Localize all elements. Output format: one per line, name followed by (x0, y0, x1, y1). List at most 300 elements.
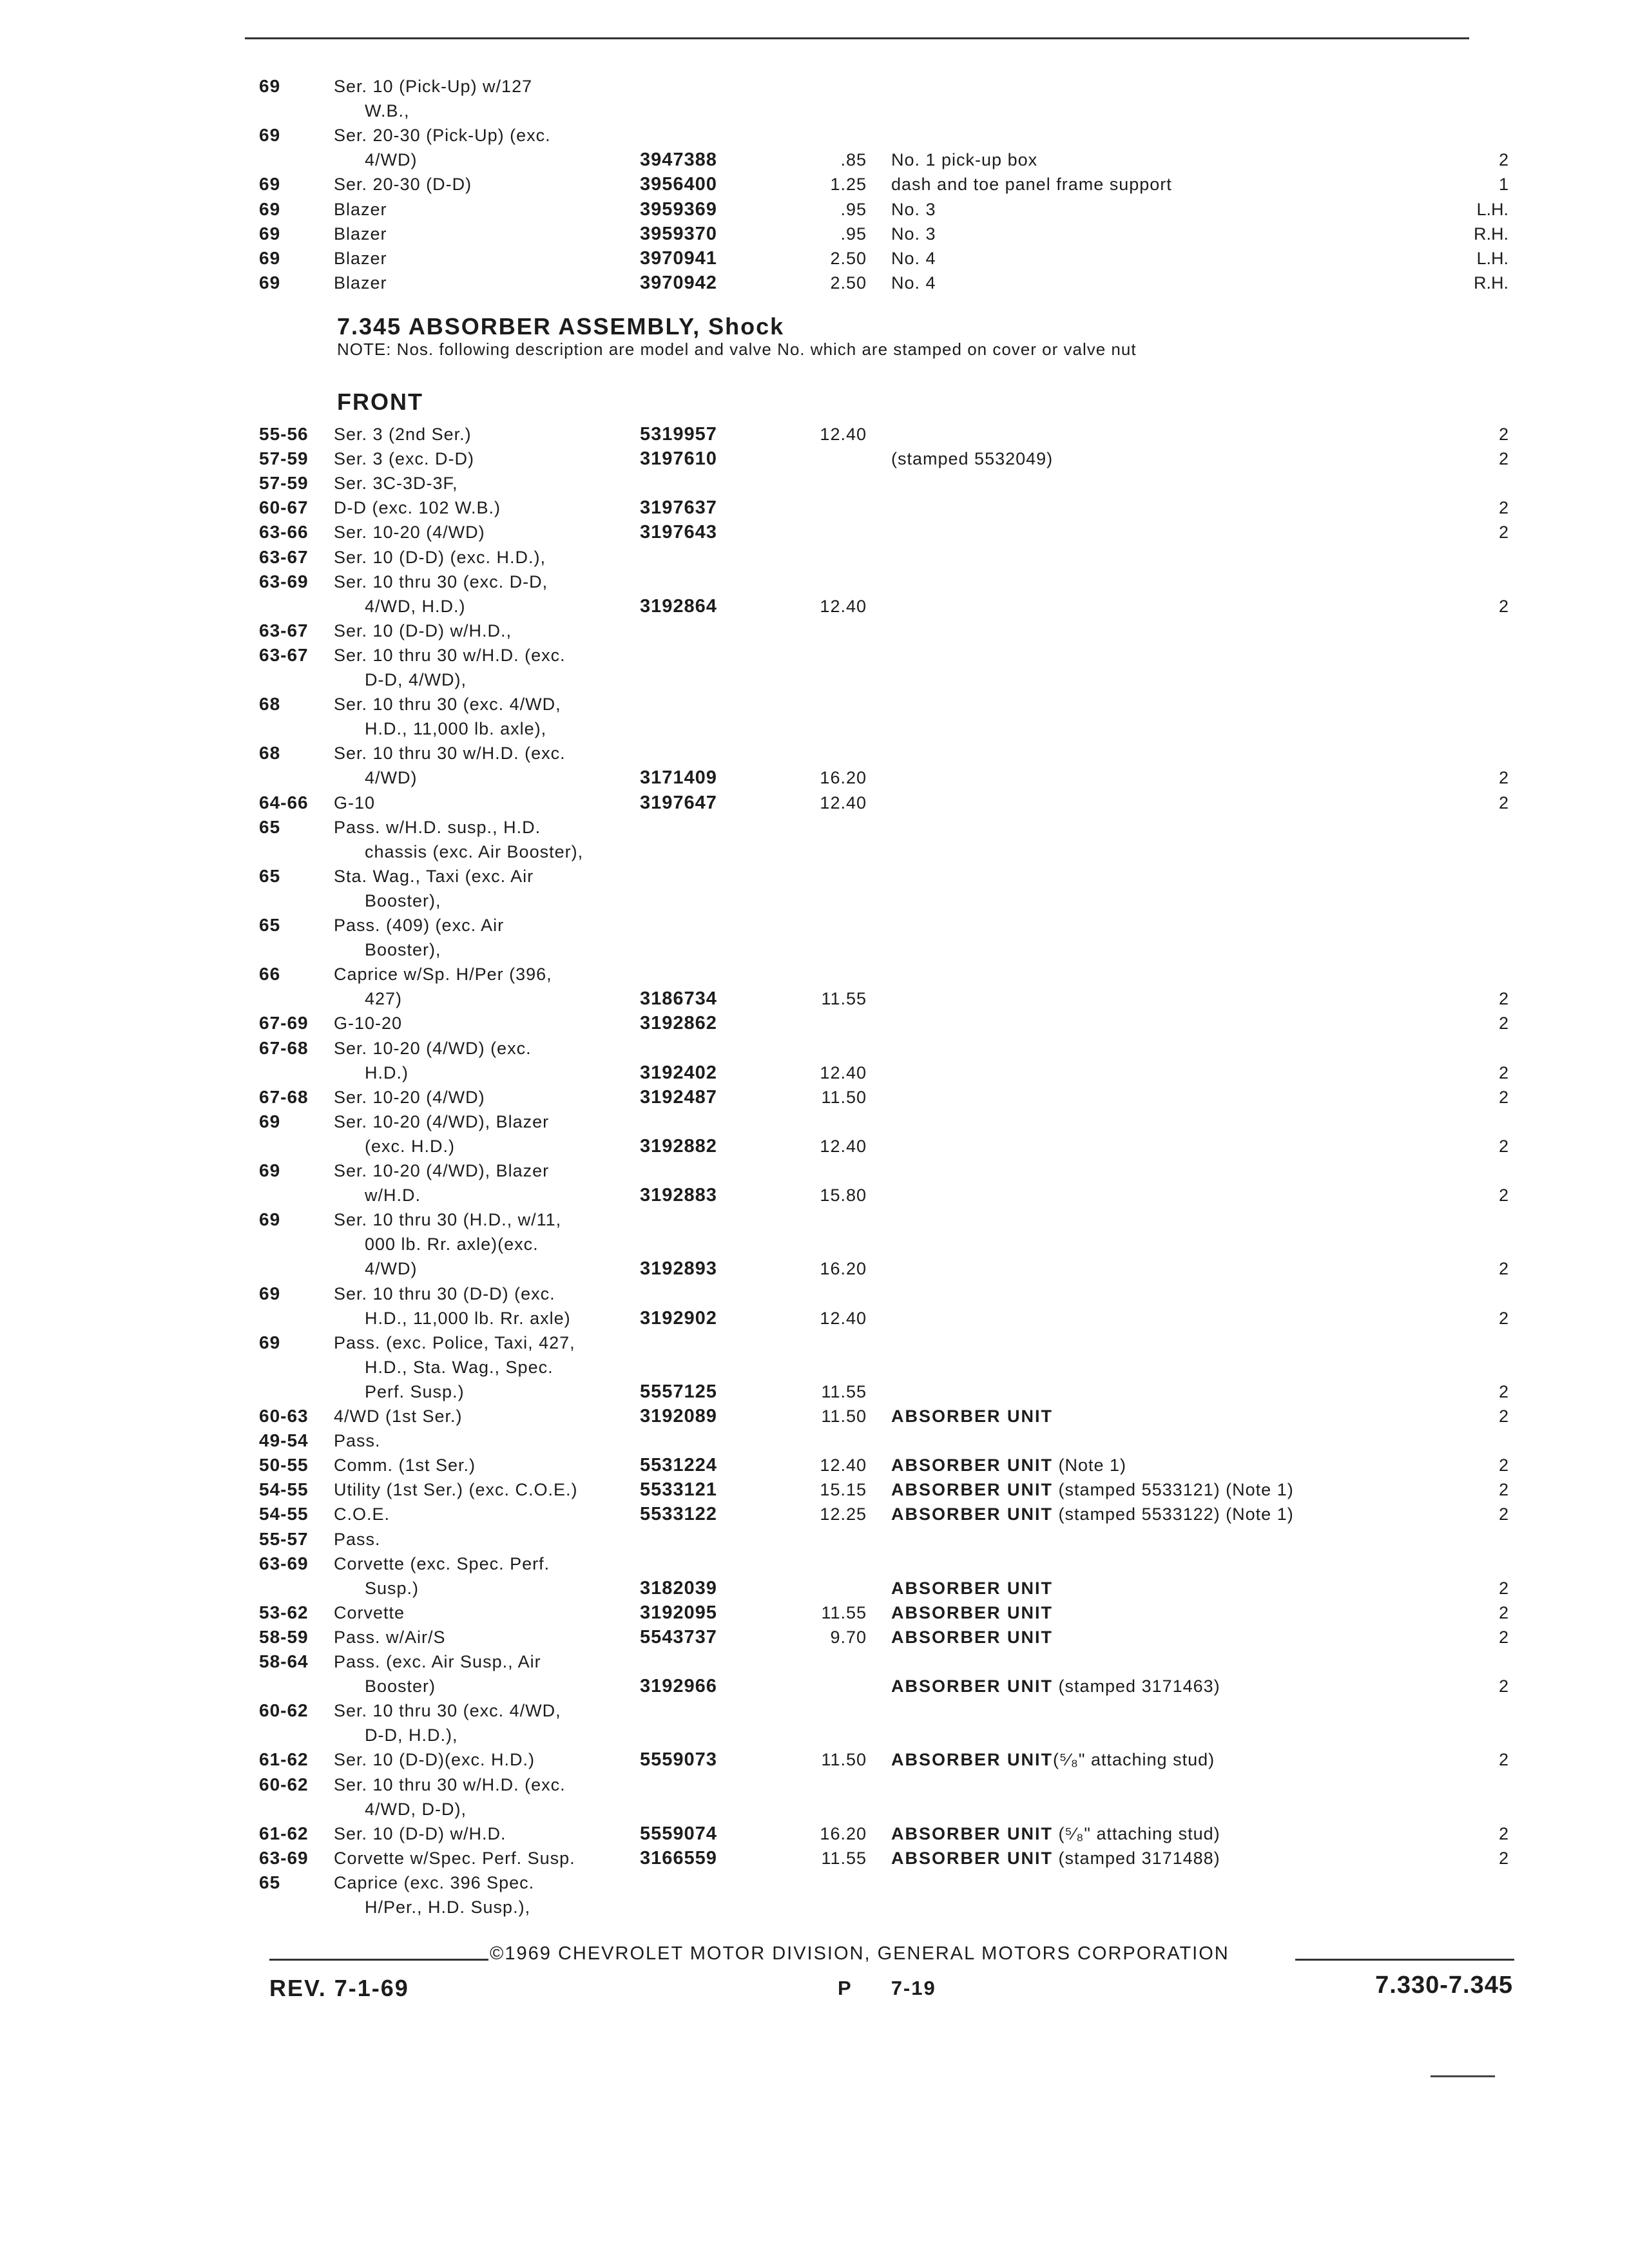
part-number: 3192883 (640, 1185, 717, 1206)
model-year: 69 (259, 272, 281, 293)
application-text: Ser. 10 thru 30 w/H.D. (exc. (334, 744, 566, 764)
application-text: Ser. 10 thru 30 w/H.D. (exc. (334, 645, 566, 665)
list-price: 11.55 (821, 989, 867, 1009)
top-row (0, 74, 1629, 99)
top-row (0, 197, 1629, 222)
absorber-row (0, 1576, 1629, 1600)
list-price: 11.50 (821, 1407, 867, 1426)
part-number: 3192402 (640, 1062, 717, 1083)
part-number: 3197647 (640, 792, 717, 813)
quantity: L.H. (1476, 199, 1509, 219)
part-name-bold: ABSORBER UNIT (891, 1823, 1054, 1843)
absorber-row (0, 1428, 1629, 1453)
application-text: Pass. (334, 1529, 381, 1549)
absorber-row (0, 1649, 1629, 1674)
application-text: Booster) (365, 1677, 436, 1696)
absorber-row (0, 815, 1629, 840)
part-name: No. 4 (891, 248, 936, 268)
part-number: 3192882 (640, 1135, 717, 1157)
absorber-row (0, 520, 1629, 544)
quantity: R.H. (1474, 273, 1509, 293)
absorber-row (0, 594, 1629, 619)
quantity: 2 (1498, 1259, 1509, 1279)
list-price: .85 (840, 150, 867, 170)
part-number: 3197643 (640, 522, 717, 543)
part-name-extra: (Note 1) (1053, 1456, 1127, 1475)
part-name-extra: (stamped 3171463) (1053, 1677, 1220, 1696)
absorber-row (0, 1527, 1629, 1552)
scan-mark (1431, 2075, 1495, 2077)
part-name-bold: ABSORBER UNIT (891, 1602, 1054, 1622)
application-text: Booster), (365, 940, 441, 960)
absorber-row (0, 1404, 1629, 1428)
model-year: 69 (259, 198, 281, 219)
absorber-row (0, 1674, 1629, 1698)
quantity: 2 (1498, 1627, 1509, 1647)
list-price: 15.15 (820, 1480, 867, 1500)
quantity: 2 (1498, 1480, 1509, 1500)
application-text: Corvette (334, 1602, 405, 1622)
application-text: Ser. 10 thru 30 w/H.D. (exc. (334, 1774, 566, 1794)
application-text: w/H.D. (365, 1186, 421, 1206)
quantity: 2 (1498, 1014, 1509, 1033)
application-text: Ser. 10 (D-D)(exc. H.D.) (334, 1750, 535, 1770)
application-text: 4/WD) (365, 1259, 418, 1279)
absorber-row (0, 1895, 1629, 1919)
part-number: 3197637 (640, 497, 717, 519)
quantity: 2 (1498, 1848, 1509, 1868)
absorber-row (0, 741, 1629, 765)
model-year: 67-69 (259, 1013, 309, 1033)
part-number: 5559074 (640, 1823, 717, 1844)
application-text: 000 lb. Rr. axle)(exc. (365, 1235, 539, 1254)
model-year: 63-69 (259, 1847, 309, 1868)
list-price: 9.70 (830, 1627, 867, 1647)
part-name-bold: ABSORBER UNIT (891, 1750, 1054, 1770)
application-text: 427) (365, 989, 403, 1009)
absorber-row (0, 986, 1629, 1011)
absorber-row (0, 1821, 1629, 1846)
application-text: Ser. 3 (exc. D-D) (334, 449, 475, 469)
list-price: 2.50 (830, 273, 867, 293)
absorber-row (0, 1797, 1629, 1821)
application-text: Caprice (exc. 396 Spec. (334, 1872, 535, 1892)
absorber-row (0, 889, 1629, 913)
part-number: 3192864 (640, 595, 717, 617)
model-year: 69 (259, 1160, 281, 1180)
top-row (0, 172, 1629, 197)
application-text: C.O.E. (334, 1504, 390, 1524)
list-price: 12.40 (820, 425, 867, 444)
part-name: No. 1 pick-up box (891, 150, 1038, 170)
model-year: 60-62 (259, 1700, 309, 1721)
part-number: 5533121 (640, 1479, 717, 1501)
model-year: 57-59 (259, 448, 309, 469)
application-text: 4/WD, D-D), (365, 1799, 467, 1819)
part-number: 3956400 (640, 174, 717, 195)
part-number: 5559073 (640, 1749, 717, 1771)
part-number: 3970942 (640, 272, 717, 293)
quantity: 2 (1498, 1456, 1509, 1475)
part-number: 5533122 (640, 1504, 717, 1525)
quantity: 2 (1498, 768, 1509, 788)
application-text: (exc. H.D.) (365, 1136, 456, 1156)
part-number: 3192893 (640, 1258, 717, 1280)
absorber-row (0, 1282, 1629, 1306)
absorber-row (0, 1773, 1629, 1797)
footer-page-letter: P (838, 1977, 853, 1999)
part-number: 5557125 (640, 1381, 717, 1402)
part-number: 3192862 (640, 1013, 717, 1034)
part-number: 3182039 (640, 1577, 717, 1599)
absorber-row (0, 668, 1629, 692)
part-number: 3186734 (640, 988, 717, 1010)
application-text: Ser. 10 thru 30 (D-D) (exc. (334, 1283, 555, 1303)
part-number: 3192902 (640, 1307, 717, 1329)
list-price: 11.50 (821, 1750, 867, 1770)
part-name-bold: ABSORBER UNIT (891, 1578, 1054, 1598)
list-price: .95 (840, 224, 867, 244)
application-text: Ser. 10 thru 30 (exc. 4/WD, (334, 1701, 561, 1721)
absorber-row (0, 1698, 1629, 1723)
application-text: 4/WD) (365, 150, 418, 170)
quantity: 2 (1498, 1677, 1509, 1696)
model-year: 68 (259, 694, 281, 715)
application-text: Ser. 10 (D-D) (exc. H.D.), (334, 547, 546, 567)
absorber-row (0, 570, 1629, 594)
part-name (891, 1747, 1215, 1772)
list-price: 11.50 (821, 1087, 867, 1107)
part-number: 3192966 (640, 1676, 717, 1697)
model-year: 49-54 (259, 1430, 309, 1451)
section-title: 7.345 ABSORBER ASSEMBLY, Shock (337, 313, 785, 340)
footer-page-number: 7-19 (891, 1977, 936, 1999)
list-price: 11.55 (821, 1381, 867, 1401)
application-text: Pass. w/Air/S (334, 1627, 446, 1647)
model-year: 55-57 (259, 1528, 309, 1549)
model-year: 69 (259, 1111, 281, 1131)
absorber-row (0, 1477, 1629, 1502)
footer-revision: REV. 7-1-69 (269, 1975, 409, 2001)
absorber-row (0, 1870, 1629, 1895)
application-text: Pass. (exc. Police, Taxi, 427, (334, 1332, 575, 1352)
model-year: 63-67 (259, 644, 309, 665)
model-year: 67-68 (259, 1086, 309, 1107)
application-text: Ser. 10-20 (4/WD) (334, 1087, 485, 1107)
part-name (891, 1625, 1053, 1649)
part-name (891, 1404, 1053, 1428)
application-text: G-10 (334, 793, 376, 812)
model-year: 50-55 (259, 1455, 309, 1475)
part-name-bold: ABSORBER UNIT (891, 1480, 1054, 1500)
quantity: 2 (1498, 1381, 1509, 1401)
list-price: 2.50 (830, 248, 867, 268)
model-year: 69 (259, 76, 281, 96)
model-year: 57-59 (259, 473, 309, 494)
list-price: 12.40 (820, 1308, 867, 1328)
application-text: Ser. 10 thru 30 (exc. 4/WD, (334, 695, 561, 715)
absorber-row (0, 1232, 1629, 1256)
model-year: 55-56 (259, 424, 309, 444)
part-name (891, 1502, 1294, 1526)
absorber-row (0, 1110, 1629, 1134)
application-text: Ser. 10 thru 30 (H.D., w/11, (334, 1210, 562, 1230)
part-name (891, 1453, 1126, 1477)
quantity: 1 (1498, 175, 1509, 195)
list-price: 11.55 (821, 1602, 867, 1622)
list-price: 12.40 (820, 596, 867, 616)
quantity: 2 (1498, 150, 1509, 170)
part-name-extra: (⁵⁄₈" attaching stud) (1053, 1750, 1215, 1770)
quantity: 2 (1498, 1578, 1509, 1598)
footer-rule-left (269, 1959, 488, 1961)
top-row (0, 246, 1629, 271)
list-price: .95 (840, 199, 867, 219)
application-text: chassis (exc. Air Booster), (365, 841, 584, 861)
model-year: 63-67 (259, 546, 309, 567)
application-text: 4/WD, H.D.) (365, 596, 466, 616)
model-year: 65 (259, 915, 281, 935)
absorber-row (0, 1379, 1629, 1404)
list-price: 16.20 (820, 768, 867, 788)
quantity: 2 (1498, 1062, 1509, 1082)
part-number: 3192095 (640, 1602, 717, 1623)
model-year: 54-55 (259, 1504, 309, 1524)
application-text: Caprice w/Sp. H/Per (396, (334, 965, 552, 985)
application-text: D-D, H.D.), (365, 1725, 458, 1745)
application-text: Sta. Wag., Taxi (exc. Air (334, 866, 534, 886)
quantity: 2 (1498, 1823, 1509, 1843)
absorber-row (0, 840, 1629, 864)
quantity: 2 (1498, 1407, 1509, 1426)
model-year: 69 (259, 174, 281, 195)
absorber-row (0, 765, 1629, 790)
quantity: 2 (1498, 596, 1509, 616)
application-text: Corvette (exc. Spec. Perf. (334, 1553, 550, 1573)
model-year: 64-66 (259, 792, 309, 812)
list-price: 12.25 (820, 1504, 867, 1524)
model-year: 53-62 (259, 1602, 309, 1622)
application-text: H.D.) (365, 1062, 409, 1082)
model-year: 65 (259, 865, 281, 886)
part-name-bold: ABSORBER UNIT (891, 1677, 1054, 1696)
part-number: 3166559 (640, 1847, 717, 1869)
absorber-row (0, 937, 1629, 962)
part-name (891, 1600, 1053, 1625)
list-price: 1.25 (830, 175, 867, 195)
model-year: 60-62 (259, 1774, 309, 1794)
absorber-row (0, 1207, 1629, 1232)
model-year: 63-67 (259, 620, 309, 640)
application-text: D-D, 4/WD), (365, 670, 467, 689)
list-price: 12.40 (820, 793, 867, 812)
footer-group-range: 7.330-7.345 (1375, 1972, 1513, 1999)
model-year: 60-67 (259, 497, 309, 518)
part-name: (stamped 5532049) (891, 449, 1054, 469)
application-text: Pass. w/H.D. susp., H.D. (334, 817, 541, 837)
absorber-row (0, 1846, 1629, 1870)
absorber-row (0, 962, 1629, 986)
application-text: D-D (exc. 102 W.B.) (334, 498, 501, 518)
application-text: Ser. 10-20 (4/WD), Blazer (334, 1161, 550, 1180)
absorber-row (0, 1625, 1629, 1649)
list-price: 12.40 (820, 1456, 867, 1475)
model-year: 61-62 (259, 1749, 309, 1770)
application-text: Ser. 10 (D-D) w/H.D., (334, 620, 512, 640)
quantity: R.H. (1474, 224, 1509, 244)
model-year: 60-63 (259, 1406, 309, 1426)
application-text: Ser. 20-30 (Pick-Up) (exc. (334, 126, 551, 146)
model-year: 66 (259, 964, 281, 985)
top-row (0, 99, 1629, 123)
quantity: 2 (1498, 449, 1509, 469)
list-price: 15.80 (820, 1186, 867, 1206)
absorber-row (0, 1453, 1629, 1477)
list-price: 16.20 (820, 1259, 867, 1279)
absorber-row (0, 1158, 1629, 1183)
absorber-row (0, 1183, 1629, 1207)
absorber-row (0, 1256, 1629, 1281)
part-name-extra: (stamped 3171488) (1053, 1848, 1220, 1868)
absorber-row (0, 1085, 1629, 1110)
absorber-row (0, 619, 1629, 643)
application-text: H/Per., H.D. Susp.), (365, 1898, 531, 1917)
part-number: 5543737 (640, 1626, 717, 1648)
quantity: 2 (1498, 1087, 1509, 1107)
part-name-extra: (⁵⁄₈" attaching stud) (1053, 1823, 1220, 1843)
part-name-bold: ABSORBER UNIT (891, 1627, 1054, 1647)
list-price: 16.20 (820, 1823, 867, 1843)
absorber-row (0, 1061, 1629, 1085)
top-row (0, 271, 1629, 295)
absorber-row (0, 643, 1629, 668)
quantity: 2 (1498, 1308, 1509, 1328)
application-text: Comm. (1st Ser.) (334, 1456, 476, 1475)
part-name (891, 1576, 1053, 1600)
absorber-row (0, 422, 1629, 447)
application-text: Booster), (365, 890, 441, 910)
quantity: 2 (1498, 498, 1509, 518)
part-name: dash and toe panel frame support (891, 175, 1172, 195)
part-number: 5319957 (640, 424, 717, 445)
application-text: Ser. 10 thru 30 (exc. D-D, (334, 572, 548, 591)
list-price: 12.40 (820, 1136, 867, 1156)
application-text: Ser. 10-20 (4/WD) (334, 523, 485, 543)
absorber-row (0, 1355, 1629, 1379)
application-text: Utility (1st Ser.) (exc. C.O.E.) (334, 1480, 578, 1500)
part-number: 3192089 (640, 1406, 717, 1427)
absorber-row (0, 864, 1629, 889)
absorber-row (0, 1331, 1629, 1355)
quantity: 2 (1498, 1504, 1509, 1524)
application-text: Blazer (334, 248, 387, 268)
absorber-row (0, 1723, 1629, 1747)
model-year: 69 (259, 1283, 281, 1303)
footer-copyright: ©1969 CHEVROLET MOTOR DIVISION, GENERAL MOTORS CORPORATION (490, 1943, 1229, 1964)
model-year: 61-62 (259, 1823, 309, 1843)
part-name: No. 3 (891, 224, 936, 244)
absorber-row (0, 495, 1629, 520)
application-text: Ser. 10-20 (4/WD) (exc. (334, 1038, 532, 1058)
absorber-row (0, 1036, 1629, 1061)
part-name (891, 1846, 1220, 1870)
model-year: 54-55 (259, 1479, 309, 1500)
part-number: 3970941 (640, 247, 717, 269)
application-text: Ser. 10-20 (4/WD), Blazer (334, 1111, 550, 1131)
subsection-title: FRONT (337, 389, 423, 415)
footer-rule-right (1295, 1959, 1514, 1961)
application-text: W.B., (365, 101, 410, 121)
top-row (0, 222, 1629, 246)
part-number: 3197610 (640, 448, 717, 470)
absorber-row (0, 1502, 1629, 1526)
absorber-row (0, 791, 1629, 815)
absorber-row (0, 1600, 1629, 1625)
application-text: G-10-20 (334, 1014, 403, 1033)
absorber-row (0, 471, 1629, 495)
part-name-bold: ABSORBER UNIT (891, 1848, 1054, 1868)
application-text: Perf. Susp.) (365, 1381, 465, 1401)
part-number: 3171409 (640, 767, 717, 789)
application-text: H.D., 11,000 lb. axle), (365, 719, 547, 739)
part-number: 3959370 (640, 223, 717, 244)
model-year: 63-66 (259, 522, 309, 543)
application-text: Corvette w/Spec. Perf. Susp. (334, 1848, 575, 1868)
model-year: 63-69 (259, 571, 309, 591)
model-year: 63-69 (259, 1553, 309, 1573)
part-name-bold: ABSORBER UNIT (891, 1407, 1054, 1426)
quantity: 2 (1498, 793, 1509, 812)
quantity: L.H. (1476, 248, 1509, 268)
application-text: Ser. 10 (Pick-Up) w/127 (334, 77, 533, 96)
application-text: Blazer (334, 199, 387, 219)
part-number: 3192487 (640, 1086, 717, 1108)
absorber-row (0, 1134, 1629, 1158)
application-text: Ser. 10 (D-D) w/H.D. (334, 1823, 506, 1843)
part-name-extra: (stamped 5533121) (Note 1) (1053, 1480, 1294, 1500)
application-text: 4/WD (1st Ser.) (334, 1407, 463, 1426)
application-text: Blazer (334, 273, 387, 293)
model-year: 68 (259, 743, 281, 764)
part-name: No. 3 (891, 199, 936, 219)
model-year: 65 (259, 1872, 281, 1892)
model-year: 58-64 (259, 1651, 309, 1671)
absorber-row (0, 1747, 1629, 1772)
model-year: 69 (259, 223, 281, 244)
absorber-row (0, 716, 1629, 741)
top-row (0, 123, 1629, 148)
part-name-extra: (stamped 5533122) (Note 1) (1053, 1504, 1294, 1524)
application-text: Ser. 3 (2nd Ser.) (334, 425, 472, 444)
quantity: 2 (1498, 989, 1509, 1009)
absorber-row (0, 545, 1629, 570)
quantity: 2 (1498, 523, 1509, 543)
part-number: 5531224 (640, 1455, 717, 1476)
list-price: 12.40 (820, 1062, 867, 1082)
model-year: 69 (259, 247, 281, 268)
application-text: H.D., Sta. Wag., Spec. (365, 1357, 554, 1377)
part-number: 3959369 (640, 198, 717, 220)
application-text: Ser. 20-30 (D-D) (334, 175, 472, 195)
quantity: 2 (1498, 1750, 1509, 1770)
application-text: H.D., 11,000 lb. Rr. axle) (365, 1308, 571, 1328)
quantity: 2 (1498, 1602, 1509, 1622)
part-name (891, 1674, 1220, 1698)
absorber-row (0, 1552, 1629, 1576)
part-name (891, 1477, 1294, 1502)
model-year: 67-68 (259, 1037, 309, 1058)
part-name-bold: ABSORBER UNIT (891, 1456, 1054, 1475)
